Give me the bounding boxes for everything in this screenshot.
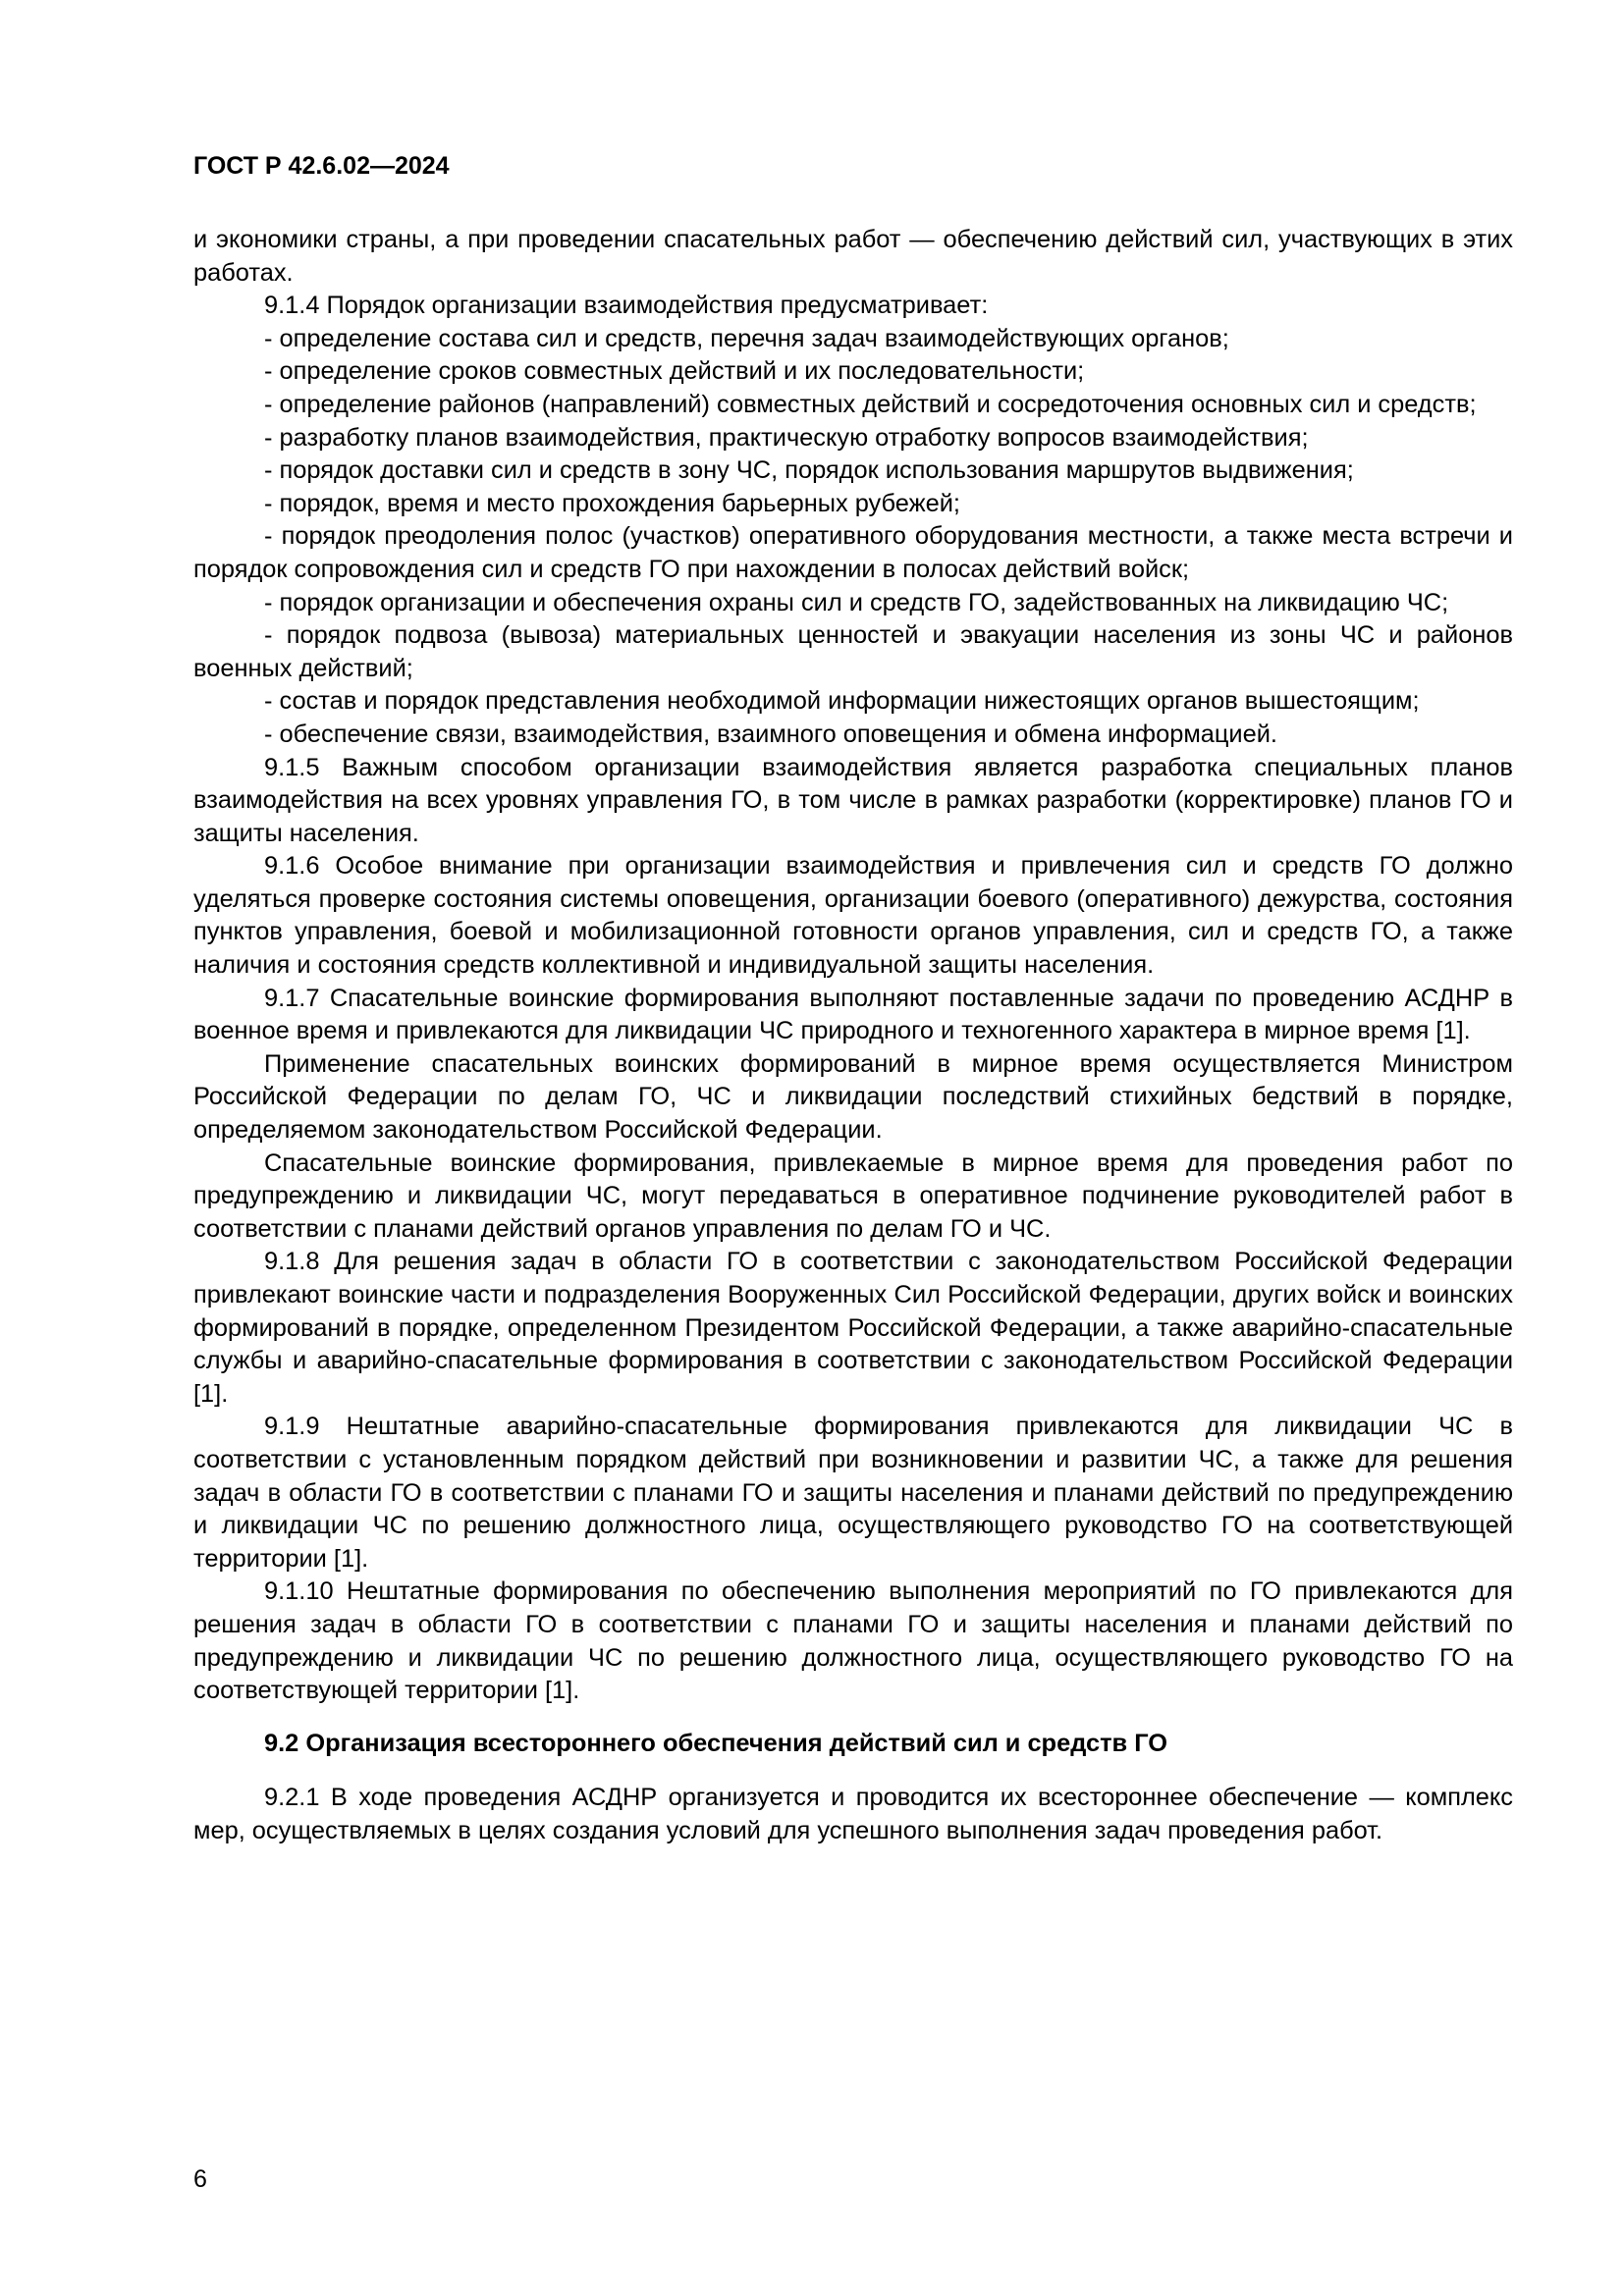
list-item: - определение районов (направлений) совместных действий и сосредоточения основных сил и средств; [264,390,1477,418]
section-heading-9-2: 9.2 Организация всестороннего обеспечения действий сил и средств ГО [264,1729,1168,1757]
paragraph-9-1-7: 9.1.7 Спасательные воинские формирования выполняют поставленные задачи по проведению АСДНР в военное время и привлекаются для ликвидации ЧС природного и техногенного характера в мирное время [1]. [193,984,1513,1045]
paragraph-9-1-6: 9.1.6 Особое внимание при организации взаимодействия и привлечения сил и средств ГО должно уделяться проверке состояния системы оповещения, организации боевого (оперативного) дежурства, состояния пунктов управления, боевой и мобилизационной готовности органов управления, сил и средств ГО, а также наличия и состояния средств коллективной и индивидуальной защиты населения. [193,852,1513,980]
paragraph-9-1-7-application: Применение спасательных воинских формирований в мирное время осуществляется Министром Российской Федерации по делам ГО, ЧС и ликвидации последствий стихийных бедствий в порядке, определяемом законодательством Российской Федерации. [193,1049,1513,1145]
page-number: 6 [193,2165,207,2193]
paragraph-9-1-8: 9.1.8 Для решения задач в области ГО в соответствии с законодательством Российской Федерации привлекают воинские части и подразделения Вооруженных Сил Российской Федерации, других войск и воинских формирований в порядке, определенном Президентом Российской Федерации, а также аварийно-спасательные службы и аварийно-спасательные формирования в соответствии с законодательством Российской Федерации [1]. [193,1248,1513,1408]
list-item: - порядок организации и обеспечения охраны сил и средств ГО, задействованных на ликвидацию ЧС; [264,588,1449,616]
paragraph-9-1-7-subordination: Спасательные воинские формирования, привлекаемые в мирное время для проведения работ по предупреждению и ликвидации ЧС, могут передаваться в оперативное подчинение руководителей работ в соответствии с планами действий органов управления по делам ГО и ЧС. [193,1148,1513,1243]
paragraph-9-1-10: 9.1.10 Нештатные формирования по обеспечению выполнения мероприятий по ГО привлекаются для решения задач в области ГО в соответствии с планами ГО и защиты населения и планами действий по предупреждению и ликвидации ЧС по решению должностного лица, осуществляющего руководство ГО на соответствующей территории [1]. [193,1577,1513,1705]
document-body [193,224,1513,1848]
list-item: - порядок преодоления полос (участков) оперативного оборудования местности, а также места встречи и порядок сопровождения сил и средств ГО при нахождении в полосах действий войск; [193,522,1513,583]
list-item: - порядок, время и место прохождения барьерных рубежей; [264,489,960,517]
document-code-header: ГОСТ Р 42.6.02—2024 [193,152,450,180]
list-item: - порядок доставки сил и средств в зону ЧС, порядок использования маршрутов выдвижения; [264,456,1354,485]
paragraph-9-1-4: 9.1.4 Порядок организации взаимодействия предусматривает: [264,292,989,320]
list-item: - порядок подвоза (вывоза) материальных ценностей и эвакуации населения из зоны ЧС и районов военных действий; [193,621,1513,682]
continuation-paragraph: и экономики страны, а при проведении спасательных работ — обеспечению действий сил, участвующих в этих работах. [193,226,1513,287]
list-item: - определение состава сил и средств, перечня задач взаимодействующих органов; [264,324,1229,352]
list-item: - обеспечение связи, взаимодействия, взаимного оповещения и обмена информацией. [264,720,1277,748]
list-item: - разработку планов взаимодействия, практическую отработку вопросов взаимодействия; [264,423,1309,452]
list-item: - определение сроков совместных действий и их последовательности; [264,357,1085,386]
paragraph-9-2-1: 9.2.1 В ходе проведения АСДНР организуется и проводится их всестороннее обеспечение — комплекс мер, осуществляемых в целях создания условий для успешного выполнения задач проведения работ. [193,1784,1513,1844]
paragraph-9-1-5: 9.1.5 Важным способом организации взаимодействия является разработка специальных планов взаимодействия на всех уровнях управления ГО, в том числе в рамках разработки (корректировке) планов ГО и защиты населения. [193,753,1513,847]
paragraph-9-1-9: 9.1.9 Нештатные аварийно-спасательные формирования привлекаются для ликвидации ЧС в соответствии с установленным порядком действий при возникновении и развитии ЧС, а также для решения задач в области ГО в соответствии с планами ГО и защиты населения и планами действий по предупреждению и ликвидации ЧС по решению должностного лица, осуществляющего руководство ГО на соответствующей территории [1]. [193,1413,1513,1573]
list-item: - состав и порядок представления необходимой информации нижестоящих органов вышестоящим; [264,687,1420,716]
